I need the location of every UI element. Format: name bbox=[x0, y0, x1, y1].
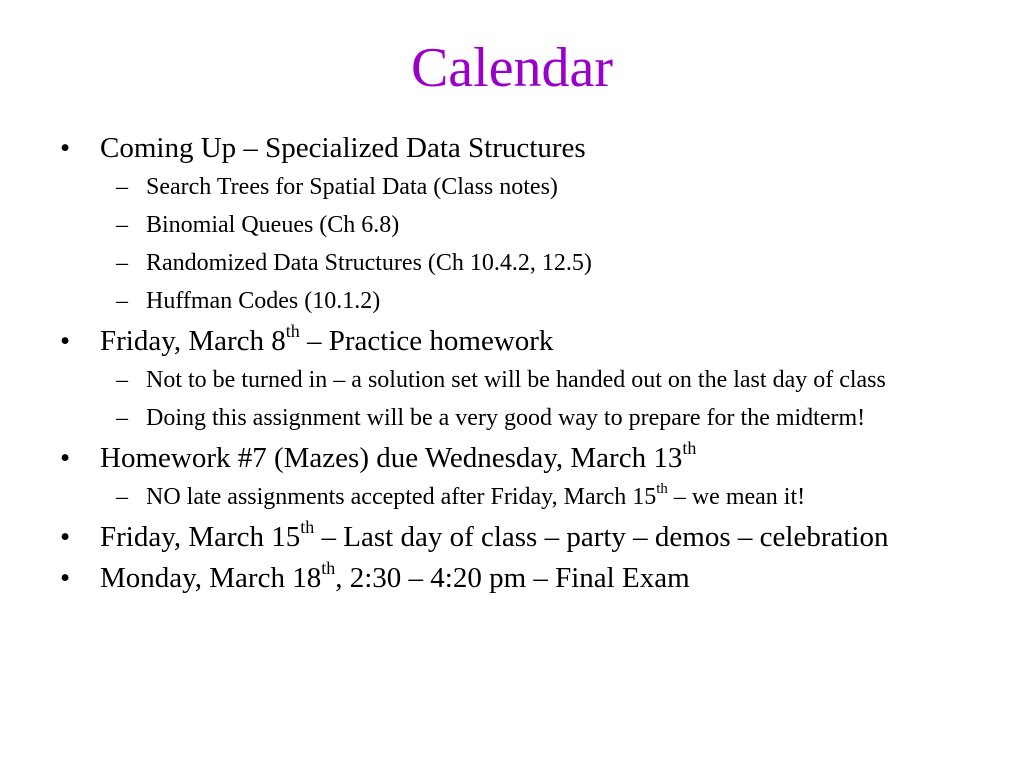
slide-title: Calendar bbox=[410, 37, 614, 99]
sub-item bbox=[100, 211, 960, 240]
sub-text: Randomized Data Structures (Ch 10.4.2, 12.5) bbox=[146, 250, 592, 276]
bullet-item bbox=[60, 132, 960, 316]
sub-text: Search Trees for Spatial Data (Class notes) bbox=[146, 174, 558, 200]
sub-item bbox=[100, 173, 960, 202]
sub-marker: – bbox=[116, 250, 128, 276]
bullet-text: Friday, March 15 bbox=[100, 521, 301, 553]
bullet-item bbox=[60, 557, 960, 595]
bullet-text: – Last day of class – party – demos – celebration bbox=[314, 521, 889, 553]
sub-marker: – bbox=[116, 367, 128, 393]
ordinal-suffix: th bbox=[285, 320, 300, 341]
bullet-marker: • bbox=[60, 442, 71, 474]
bullet-text: – Practice homework bbox=[299, 325, 554, 357]
sub-list bbox=[100, 480, 960, 512]
bullet-item bbox=[60, 437, 960, 512]
bullet-marker: • bbox=[60, 562, 71, 594]
ordinal-suffix: th bbox=[300, 516, 315, 537]
bullet-text: Coming Up – Specialized Data Structures bbox=[100, 132, 586, 164]
sub-item bbox=[100, 404, 960, 433]
sub-text: NO late assignments accepted after Friday, March 15 bbox=[146, 484, 657, 510]
bullet-item bbox=[60, 320, 960, 433]
sub-item bbox=[100, 287, 960, 316]
bullet-text: Monday, March 18 bbox=[100, 562, 322, 594]
sub-marker: – bbox=[116, 484, 128, 510]
bullet-text: Friday, March 8 bbox=[100, 325, 286, 357]
sub-text: Not to be turned in – a solution set will be handed out on the last day of class bbox=[146, 367, 886, 393]
bullet-marker: • bbox=[60, 521, 71, 553]
bullet-item bbox=[60, 516, 960, 554]
sub-list bbox=[100, 366, 960, 433]
sub-marker: – bbox=[116, 212, 128, 238]
ordinal-suffix: th bbox=[321, 557, 336, 578]
bullet-marker: • bbox=[60, 132, 71, 164]
sub-marker: – bbox=[116, 405, 128, 431]
sub-list bbox=[100, 173, 960, 316]
sub-item bbox=[100, 249, 960, 278]
sub-text: Huffman Codes (10.1.2) bbox=[146, 288, 381, 314]
bullet-marker: • bbox=[60, 325, 71, 357]
ordinal-suffix: th bbox=[656, 480, 668, 497]
bullet-text: Homework #7 (Mazes) due Wednesday, March 13 bbox=[100, 442, 683, 474]
sub-text: Doing this assignment will be a very good way to prepare for the midterm! bbox=[146, 405, 866, 431]
sub-marker: – bbox=[116, 174, 128, 200]
sub-text: – we mean it! bbox=[667, 484, 806, 510]
sub-marker: – bbox=[116, 288, 128, 314]
ordinal-suffix: th bbox=[682, 437, 697, 458]
sub-item bbox=[100, 480, 960, 512]
sub-text: Binomial Queues (Ch 6.8) bbox=[146, 212, 400, 238]
sub-item bbox=[100, 366, 960, 395]
bullet-text: , 2:30 – 4:20 pm – Final Exam bbox=[335, 562, 690, 594]
slide-body bbox=[60, 132, 960, 603]
